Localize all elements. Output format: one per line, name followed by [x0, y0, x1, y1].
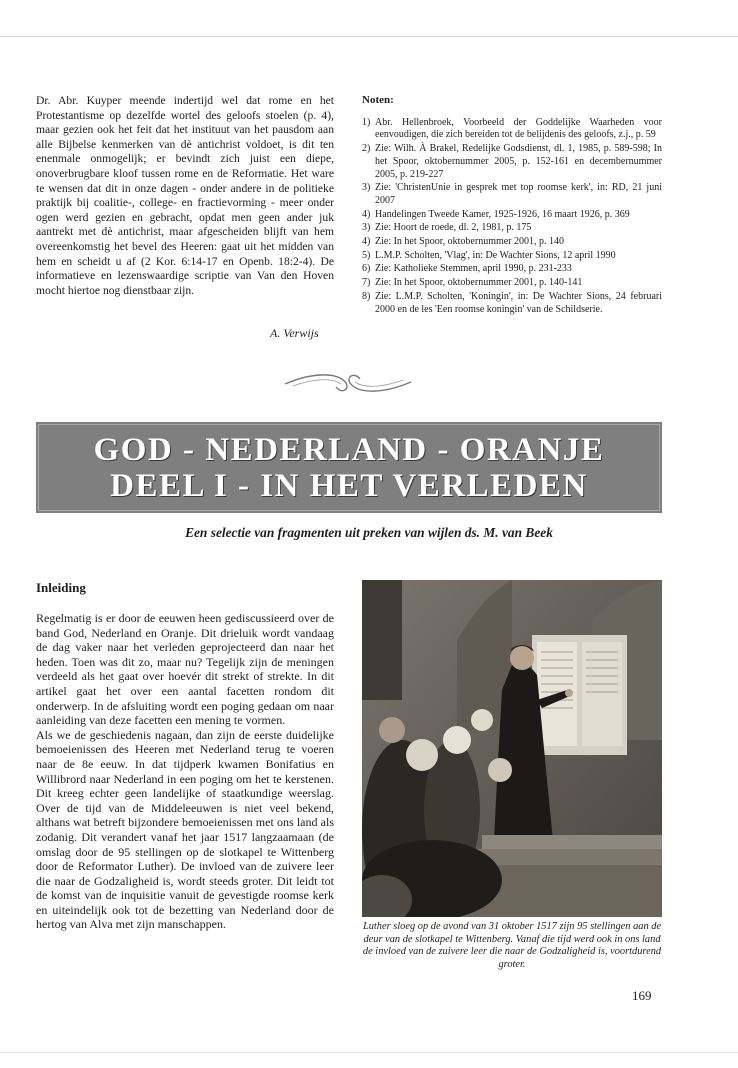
article-subtitle: Een selectie van fragmenten uit preken van wijlen ds. M. van Beek — [185, 525, 553, 540]
note-text: Zie: Katholieke Stemmen, april 1990, p. 231-233 — [375, 263, 572, 275]
closing-text-column — [36, 94, 334, 298]
note-number: 8) — [362, 290, 371, 302]
note-number: 3) — [362, 182, 371, 194]
note-text: Zie: 'ChristenUnie in gesprek met top roomse kerk', in: RD, 21 juni 2007 — [375, 182, 662, 206]
note-text: Abr. Hellenbroek, Voorbeeld der Goddelijke Waarheden voor eenvoudigen, die zich bereiden tot de belijdenis des geloofs, z.j., p. 59 — [375, 116, 662, 141]
note-item — [362, 236, 662, 249]
painting-illustration — [362, 580, 662, 917]
note-number: 1) — [362, 116, 371, 128]
note-text: L.M.P. Scholten, 'Vlag', in: De Wachter Sions, 12 april 1990 — [375, 249, 616, 261]
note-item — [362, 250, 662, 263]
page-edge-line — [0, 36, 738, 37]
note-text: Zie: In het Spoor, oktobernummer 2001, p. 140 — [375, 236, 565, 248]
note-item — [362, 277, 662, 290]
author-signature: A. Verwijs — [270, 326, 319, 340]
banner-title-line-1: GOD - NEDERLAND - ORANJE — [93, 431, 605, 468]
note-text: Zie: Wilh. À Brakel, Redelijke Godsdienst, dl. 1, 1985, p. 589-598; In het Spoor, oktobernummer 2005, p. 152-161 en decembernummer 2005, p. 219-227 — [375, 143, 662, 180]
note-item — [362, 222, 662, 235]
note-item — [362, 117, 662, 142]
figure-caption: Luther sloeg op de avond van 31 oktober 1517 zijn 95 stellingen aan de deur van de slotkapel te Wittenberg. Vanaf die tijd werd ook in ons land de invloed van de zuivere leer die naar de Godzaligheid is, voortdurend groter. — [362, 921, 662, 970]
page-bottom-edge — [0, 1052, 738, 1053]
note-number: 2) — [362, 143, 371, 155]
luther-painting — [362, 580, 662, 917]
article-body — [36, 611, 334, 932]
note-item — [362, 263, 662, 276]
note-text: Handelingen Tweede Kamer, 1925-1926, 16 maart 1926, p. 369 — [375, 208, 630, 220]
closing-paragraph: Dr. Abr. Kuyper meende indertijd wel dat rome en het Protestantisme op dezelfde wortel des geloofs stoelen (p. 4), maar gezien ook het feit dat het instituut van het pausdom aan alle Bijbelse kenmerken van dè antichrist voldoet, is dit ten enenmale onmogelijk; er bevindt zich juist een diepe, onoverbrugbare kloof tussen rome en de Reformatie. Het ware te wensen dat dit in onze dagen - onder andere in de politieke praktijk bij coalitie-, college- en fractievorming - meer onder ogen werd gezien en gebracht, opdat men geen ander juk aantrekt met dè antichrist, maar afgescheiden blijft van hem overeenkomstig het bevel des Heeren: gaat uit het midden van hem en scheidt u af (2 Kor. 6:14-17 en Openb. 18:2-4). De informatieve en lezenswaardige scriptie van Van den Hoven mocht hiertoe nog dienstbaar zijn. — [36, 94, 334, 297]
banner-frame — [38, 424, 660, 511]
note-item — [362, 182, 662, 207]
notes-title: Noten: — [362, 94, 394, 106]
note-number: 4) — [362, 236, 371, 248]
note-text: Zie: Hoort de roede, dl. 2, 1981, p. 175 — [375, 222, 532, 234]
note-text: Zie: In het Spoor, oktobernummer 2001, p. 140-141 — [375, 277, 583, 289]
page-number: 169 — [632, 988, 652, 1003]
section-heading: Inleiding — [36, 580, 86, 595]
note-number: 3) — [362, 222, 371, 234]
banner-title-line-2: DEEL I - IN HET VERLEDEN — [110, 467, 588, 504]
title-banner — [36, 422, 662, 513]
note-item — [362, 209, 662, 222]
note-item — [362, 291, 662, 316]
note-number: 4) — [362, 208, 371, 220]
body-paragraph: Als we de geschiedenis nagaan, dan zijn de eerste duidelijke bemoeienissen des Heeren met Nederland terug te voeren naar de 8e eeuw. In dat tijdperk kwamen Bonifatius en Willibrord naar Nederland in een poging om het te kerstenen. Dit kreeg echter geen landelijke of staatkundige weerslag. Over de tijd van de Middeleeuwen is niet veel bekend, althans wat betreft bijzondere bemoeienissen met ons land als zodanig. Dit verandert vanaf het jaar 1517 langzaamaan (de omslag door de 95 stellingen op de slotkapel te Wittenberg door de Reformator Luther). De invloed van de zuivere leer die naar de Godzaligheid is, wordt steeds groter. Dit leidt tot de komst van de inquisitie vanuit de gevestigde roomse kerk en uiteindelijk ook tot de bezetting van Nederland door de hertog van Alva met zijn manschappen. — [36, 727, 334, 932]
body-paragraph: Regelmatig is er door de eeuwen heen gediscussieerd over de band God, Nederland en Oranje. Dit drieluik wordt vandaag de dag vaker naar het verleden geprojecteerd dan naar het heden. Toen was dit zo, maar nu? Tegelijk zijn de meningen verdeeld als het gaat over hoevér dit strekt of strekte. In dit artikel gaat het over een aantal facetten rondom dit onderwerp. In de afsluiting wordt een poging gedaan om naar aanleiding van deze facetten een mening te vormen. — [36, 611, 334, 728]
note-text: Zie: L.M.P. Scholten, 'Koningin', in: De Wachter Sions, 24 februari 2000 en de les 'Een roomse koningin' van de Schildserie. — [375, 290, 662, 315]
note-number: 5) — [362, 249, 371, 261]
notes-list — [362, 117, 662, 317]
decorative-ornament — [283, 368, 413, 398]
note-number: 6) — [362, 263, 371, 275]
note-number: 7) — [362, 277, 371, 289]
notes-section — [362, 94, 662, 317]
note-item — [362, 143, 662, 181]
